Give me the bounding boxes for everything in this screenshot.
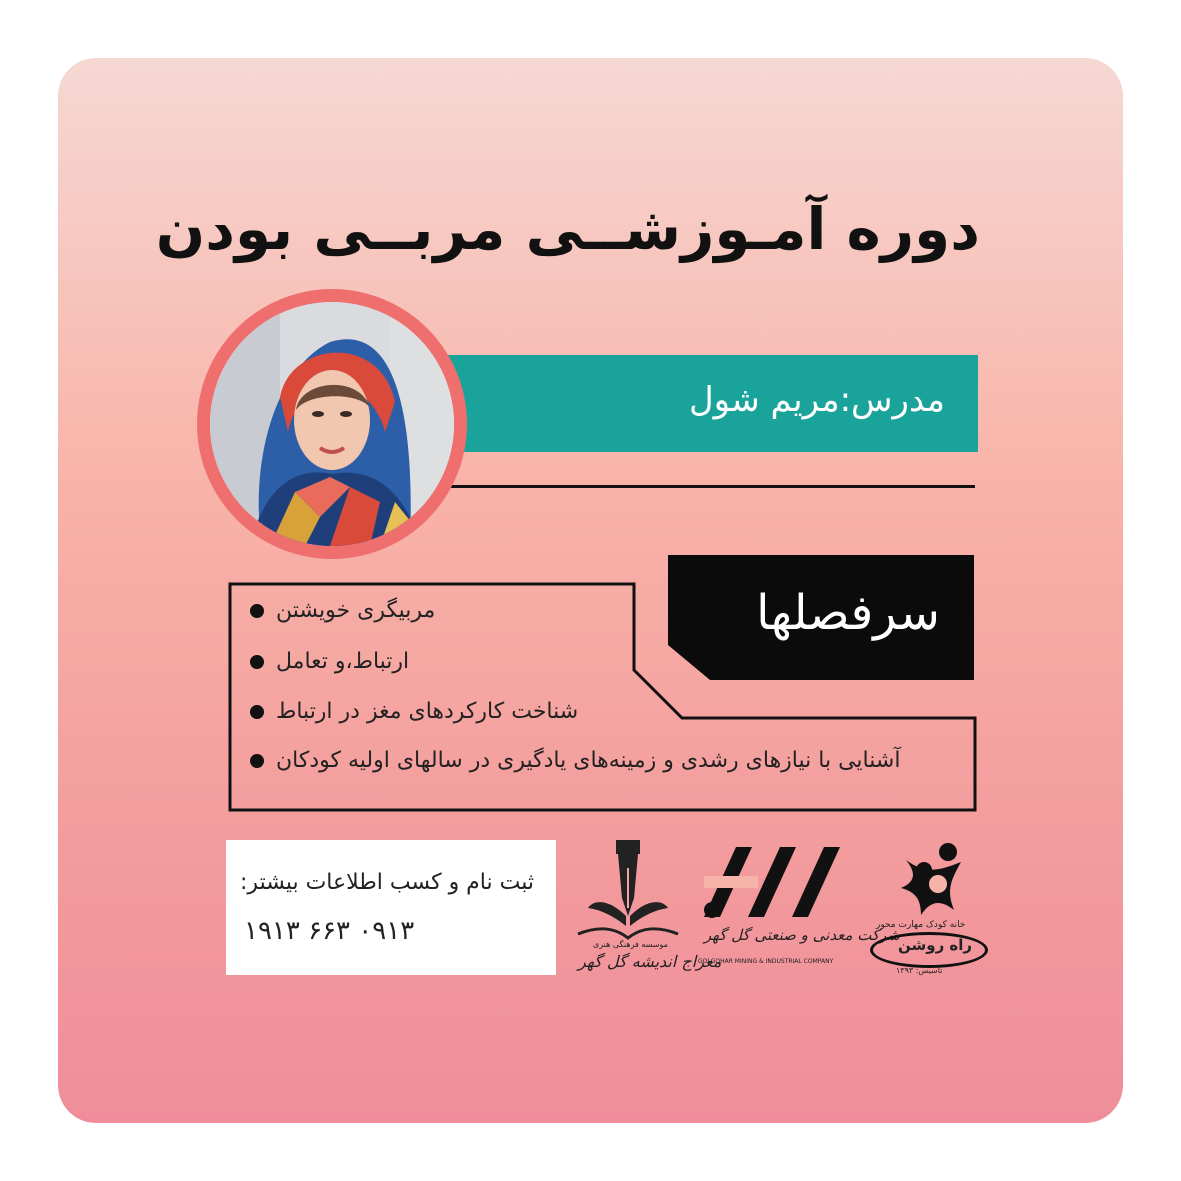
rah-roshan-name: راه روشن <box>898 936 973 954</box>
contact-label: ثبت نام و کسب اطلاعات بیشتر: <box>240 870 534 895</box>
bullet-icon <box>250 754 264 768</box>
topic-text: ارتباط،و تعامل <box>276 649 410 674</box>
child-star-icon <box>866 840 986 920</box>
list-item <box>250 598 930 628</box>
golgohar-name-en: GOLGOHAR MINING & INDUSTRIAL COMPANY <box>698 958 834 965</box>
rah-roshan-founded: تاسیس: ۱۳۹۳ <box>896 966 943 975</box>
bullet-icon <box>250 705 264 719</box>
bullet-icon <box>250 604 264 618</box>
topic-text: مربیگری خویشتن <box>276 598 436 623</box>
topics-heading: سرفصلها <box>756 585 940 641</box>
contact-phone: ۰۹۱۳ ۶۶۳ ۱۹۱۳ <box>244 916 415 946</box>
golgohar-mark-icon <box>696 842 856 922</box>
bullet-icon <box>250 655 264 669</box>
contact-box <box>226 840 556 975</box>
list-item <box>250 748 930 778</box>
list-item <box>250 649 930 679</box>
golgohar-name-fa: شرکت معدنی و صنعتی گل گهر <box>704 926 900 944</box>
rah-roshan-top-line: خانه کودک مهارت محور <box>876 920 966 930</box>
topic-text: آشنایی با نیازهای رشدی و زمینه‌های یادگیری در سالهای اولیه کودکان <box>276 748 901 773</box>
meraj-top-line: موسسه فرهنگی هنری <box>593 940 668 949</box>
meraj-logo <box>568 838 722 978</box>
meraj-name: معراج اندیشه گل گهر <box>578 952 722 971</box>
pen-lotus-icon <box>568 838 688 948</box>
course-title: دوره آمـوزشــی مربــی بودن <box>155 195 980 263</box>
teacher-name: مدرس:مریم شول <box>688 380 945 420</box>
rah-roshan-logo <box>866 840 986 980</box>
list-item <box>250 699 930 729</box>
golgohar-logo <box>696 842 900 977</box>
topic-text: شناخت کارکردهای مغز در ارتباط <box>276 699 579 724</box>
